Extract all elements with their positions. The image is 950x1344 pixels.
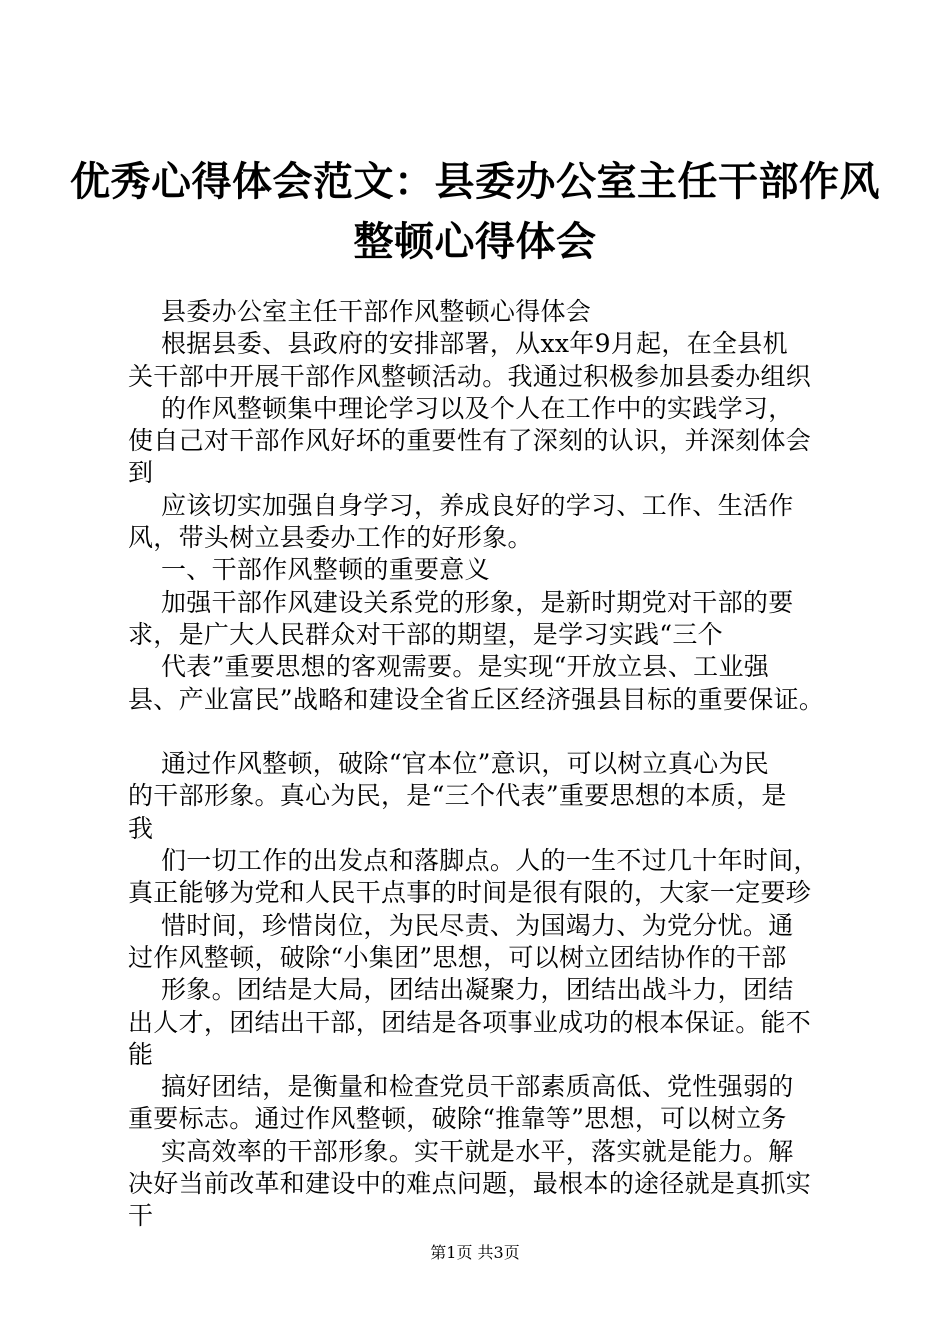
body-line: 实高效率的干部形象。实干就是水平，落实就是能力。解: [128, 1136, 794, 1166]
body-line: 能: [128, 1039, 154, 1069]
body-line: 县委办公室主任干部作风整顿心得体会: [128, 297, 592, 326]
body-line: 通过作风整顿，破除“官本位”意识，可以树立真心为民: [128, 749, 770, 779]
body-line: 搞好团结，是衡量和检查党员干部素质高低、党性强弱的: [128, 1072, 794, 1102]
body-line: [128, 716, 848, 748]
body-line: 惜时间，珍惜岗位，为民尽责、为国竭力、为党分忧。通: [128, 910, 794, 940]
document-body: [128, 296, 848, 1233]
body-line: 关干部中开展干部作风整顿活动。我通过积极参加县委办组织: [128, 361, 812, 391]
body-line: 使自己对干部作风好坏的重要性有了深刻的认识，并深刻体会: [128, 426, 812, 456]
body-line: 真正能够为党和人民干点事的时间是很有限的，大家一定要珍: [128, 878, 812, 908]
document-title-line-1: 优秀心得体会范文：县委办公室主任干部作风: [70, 158, 880, 205]
body-line: 一、干部作风整顿的重要意义: [128, 555, 490, 585]
body-line: 出人才，团结出干部，团结是各项事业成功的根本保证。能不: [128, 1007, 812, 1037]
document-title-line-2: 整顿心得体会: [353, 218, 597, 265]
page-footer: 第1页 共3页: [430, 1243, 520, 1262]
body-line: 根据县委、县政府的安排部署，从xx年9月起，在全县机: [128, 329, 788, 359]
body-line: 风，带头树立县委办工作的好形象。: [128, 523, 533, 553]
body-line: 加强干部作风建设关系党的形象，是新时期党对干部的要: [128, 587, 794, 617]
body-line: 县、产业富民”战略和建设全省丘区经济强县目标的重要保证。: [128, 684, 825, 714]
body-line: 干: [128, 1201, 154, 1231]
body-line: 的作风整顿集中理论学习以及个人在工作中的实践学习，: [128, 393, 794, 423]
body-line: 求，是广大人民群众对干部的期望，是学习实践“三个: [128, 619, 723, 649]
body-line: 们一切工作的出发点和落脚点。人的一生不过几十年时间，: [128, 846, 819, 876]
body-line: 的干部形象。真心为民，是“三个代表”重要思想的本质，是: [128, 781, 787, 811]
body-line: 重要标志。通过作风整顿，破除“推靠等”思想，可以树立务: [128, 1104, 787, 1134]
body-line: 到: [128, 458, 154, 488]
body-line: 形象。团结是大局，团结出凝聚力，团结出战斗力，团结: [128, 975, 794, 1005]
body-line: 我: [128, 813, 154, 843]
body-line: 决好当前改革和建设中的难点问题，最根本的途径就是真抓实: [128, 1169, 812, 1199]
body-line: 代表”重要思想的客观需要。是实现“开放立县、工业强: [128, 652, 770, 682]
body-line: 过作风整顿，破除“小集团”思想，可以树立团结协作的干部: [128, 942, 787, 972]
body-line: 应该切实加强自身学习，养成良好的学习、工作、生活作: [128, 490, 794, 520]
